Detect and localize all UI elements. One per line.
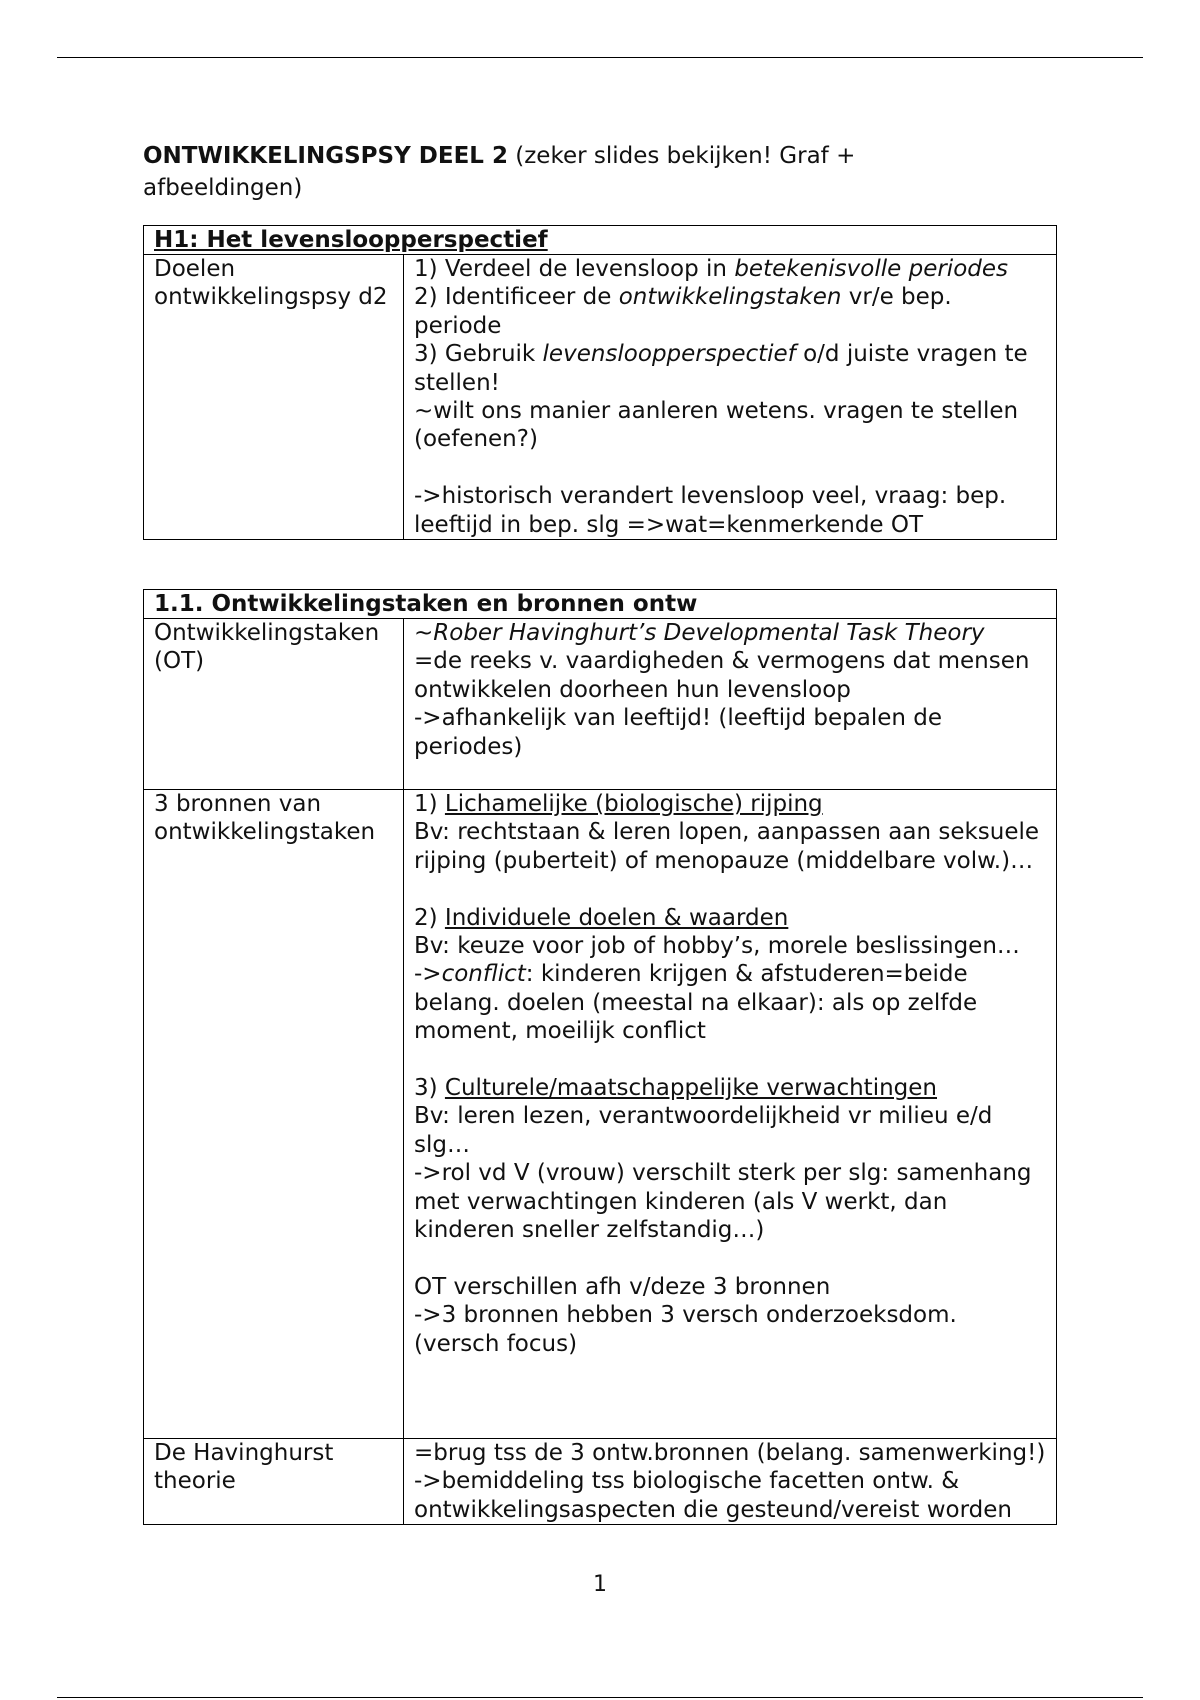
document-title-note: (zeker slides bekijken! Graf + afbeeldingen) [143,143,856,201]
section-table-1-1 [143,589,1057,1525]
header-rule [57,57,1143,58]
document-title-bold: ONTWIKKELINGSPSY DEEL 2 [143,143,508,169]
section-heading: 1.1. Ontwikkelingstaken en bronnen ontw [144,590,1057,619]
section-heading: H1: Het levensloopperspectief [144,226,1057,255]
table-row [144,619,1057,790]
section-table-h1 [143,225,1057,540]
row-content: =brug tss de 3 ontw.bronnen (belang. samenwerking!) ->bemiddeling tss biologische facetten ontw. & ontwikkelingsaspecten die gesteund/vereist worden [404,1439,1057,1525]
row-label: Doelen ontwikkelingspsy d2 [144,255,404,540]
table-row [144,1439,1057,1525]
row-content: ~Rober Havinghurt’s Developmental Task Theory =de reeks v. vaardigheden & vermogens dat mensen ontwikkelen doorheen hun levensloop ->afhankelijk van leeftijd! (leeftijd bepalen de periodes) [404,619,1057,790]
row-label: 3 bronnen van ontwikkelingstaken [144,790,404,1439]
table-header-row [144,590,1057,619]
row-label: De Havinghurst theorie [144,1439,404,1525]
row-content: 1) Verdeel de levensloop in betekenisvolle periodes 2) Identificeer de ontwikkelingstaken vr/e bep. periode 3) Gebruik levensloopperspectief o/d juiste vragen te stellen! ~wilt ons manier aanleren wetens. vragen te stellen (oefenen?) ->historisch verandert levensloop veel, vraag: bep. leeftijd in bep. slg =>wat=kenmerkende OT [404,255,1057,540]
row-label: Ontwikkelingstaken (OT) [144,619,404,790]
footer-rule [57,1697,1143,1698]
table-row [144,790,1057,1439]
table-header-row [144,226,1057,255]
row-content: 1) Lichamelijke (biologische) rijping Bv: rechtstaan & leren lopen, aanpassen aan seksuele rijping (puberteit) of menopauze (middelbare volw.)… 2) Individuele doelen & waarden Bv: keuze voor job of hobby’s, morele beslissingen… ->conflict: kinderen krijgen & afstuderen=beide belang. doelen (meestal na elkaar): als op zelfde moment, moeilijk conflict 3) Culturele/maatschappelijke verwachtingen Bv: leren lezen, verantwoordelijkheid vr milieu e/d slg… ->rol vd V (vrouw) verschilt sterk per slg: samenhang met verwachtingen kinderen (als V werkt, dan kinderen sneller zelfstandig…) OT verschillen afh v/deze 3 bronnen ->3 bronnen hebben 3 versch onderzoeksdom. (versch focus) [404,790,1057,1439]
table-row [144,255,1057,540]
page-number: 1 [593,1572,607,1597]
document-title [143,140,963,204]
